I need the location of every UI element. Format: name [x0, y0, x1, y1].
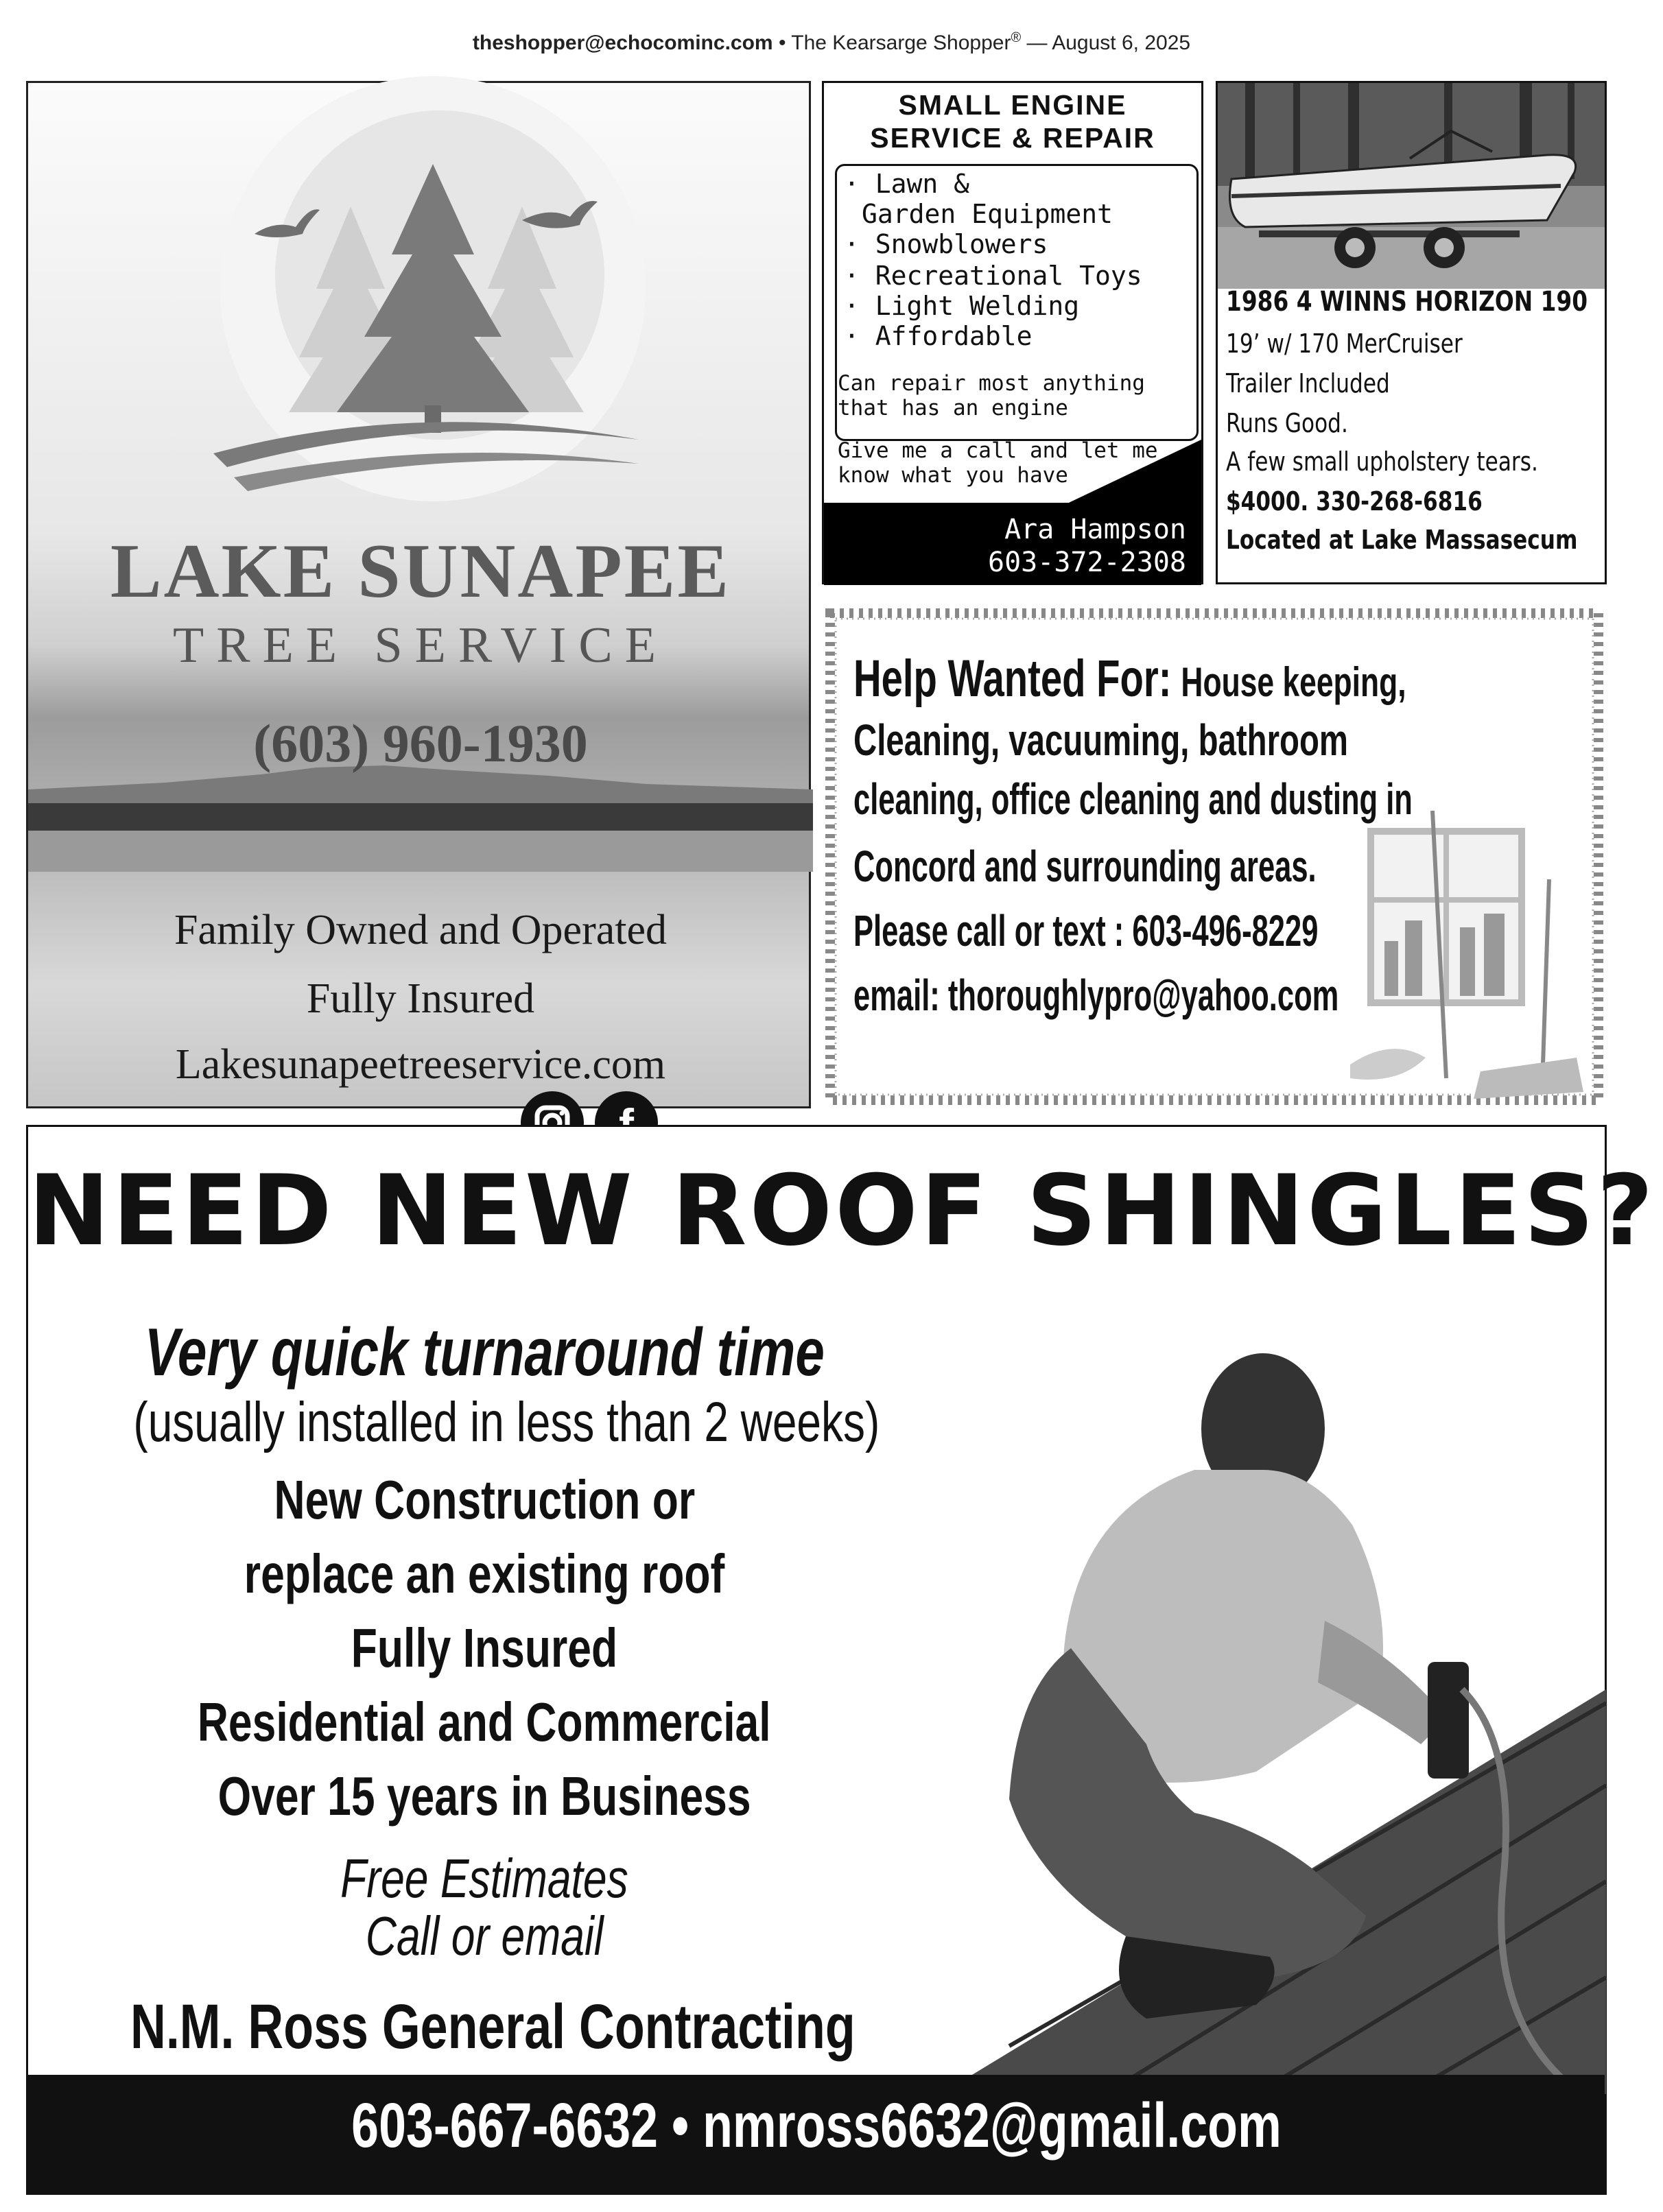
company-name: LAKE SUNAPEE: [110, 529, 731, 614]
help-wanted-ad: [822, 605, 1607, 1108]
help-wanted-line: [853, 649, 1406, 709]
fully-insured-text: Fully Insured: [306, 975, 535, 1022]
company-phone[interactable]: (603) 960-1930: [253, 713, 588, 773]
engine-note-line: Can repair most anything: [838, 371, 1145, 396]
engine-heading-line1: SMALL ENGINE: [898, 89, 1127, 121]
list-item: · Snowblowers: [844, 229, 1048, 259]
website-link[interactable]: Lakesunapeetreeservice.com: [175, 1041, 666, 1088]
roof-experience-line: Over 15 years in Business: [217, 1765, 751, 1827]
tree-service-logo: [28, 83, 813, 495]
roofer-photo: [899, 1264, 1606, 2094]
boat-upholstery: A few small upholstery tears.: [1226, 447, 1538, 477]
engine-heading-line2: SERVICE & REPAIR: [870, 122, 1155, 154]
boat-engine: 19’ w/ 170 MerCruiser: [1226, 329, 1463, 359]
engine-ad-heading: [824, 88, 1201, 154]
boat-for-sale-ad: [1216, 81, 1607, 584]
boat-location: Located at Lake Massasecum: [1226, 525, 1578, 555]
roof-company-name: N.M. Ross General Contracting: [130, 1992, 856, 2062]
help-wanted-label: Help Wanted For:: [853, 650, 1172, 708]
engine-note-line: Give me a call and let me: [838, 438, 1158, 463]
header-date: August 6, 2025: [1052, 32, 1191, 54]
header-email[interactable]: theshopper@echocominc.com: [472, 32, 773, 54]
list-item: · Affordable: [844, 321, 1033, 351]
roof-shingles-ad: [26, 1125, 1656, 2195]
help-wanted-line: Cleaning, vacuuming, bathroom: [853, 715, 1348, 765]
family-owned-text: Family Owned and Operated: [174, 907, 667, 953]
help-wanted-email[interactable]: email: thoroughlypro@yahoo.com: [853, 971, 1339, 1020]
page-header: [0, 30, 1663, 55]
help-wanted-line: Concord and surrounding areas.: [853, 842, 1317, 891]
company-subtitle: TREE SERVICE: [173, 617, 668, 674]
help-wanted-line: cleaning, office cleaning and dusting in: [853, 774, 1413, 824]
registered-mark: ®: [1011, 30, 1022, 45]
list-item: · Light Welding: [844, 291, 1080, 321]
header-separator: •: [778, 32, 786, 54]
contact-phone[interactable]: 603-372-2308: [988, 547, 1186, 578]
engine-note-line: know what you have: [838, 463, 1068, 488]
list-item: Garden Equipment: [862, 199, 1113, 229]
boat-photo: [1218, 83, 1605, 289]
header-publication: The Kearsarge Shopper: [791, 32, 1011, 54]
roof-contact[interactable]: 603-667-6632 • nmross6632@gmail.com: [351, 2091, 1282, 2161]
roof-tagline: Very quick turnaround time: [144, 1314, 825, 1390]
small-engine-ad: [822, 81, 1203, 584]
roof-service-line: Residential and Commercial: [198, 1691, 771, 1752]
roof-tagline-note: (usually installed in less than 2 weeks): [133, 1391, 880, 1453]
boat-title: 1986 4 WINNS HORIZON 190: [1226, 286, 1588, 318]
list-item: · Recreational Toys: [844, 261, 1142, 291]
roof-insured-line: Fully Insured: [351, 1617, 618, 1678]
window-cleaning-illustration: [1343, 804, 1604, 1106]
roof-headline: NEED NEW ROOF SHINGLES?: [28, 1154, 1656, 1268]
boat-trailer: Trailer Included: [1226, 368, 1390, 399]
header-date-separator: —: [1026, 32, 1048, 54]
list-item: · Lawn &: [844, 169, 970, 199]
roof-service-line: New Construction or: [274, 1469, 695, 1530]
help-wanted-phone[interactable]: Please call or text : 603-496-8229: [853, 906, 1319, 955]
boat-price-phone[interactable]: $4000. 330-268-6816: [1226, 486, 1483, 516]
contact-name: Ara Hampson: [1004, 514, 1186, 545]
lake-illustration: [28, 762, 813, 872]
engine-note-line: that has an engine: [838, 396, 1068, 420]
roof-estimates-line: Free Estimates: [340, 1848, 628, 1909]
tree-service-ad: [26, 81, 811, 1108]
roof-call-line: Call or email: [365, 1905, 604, 1966]
help-wanted-first-line: House keeping,: [1181, 659, 1406, 705]
boat-condition: Runs Good.: [1226, 408, 1348, 438]
roof-service-line: replace an existing roof: [244, 1543, 725, 1604]
